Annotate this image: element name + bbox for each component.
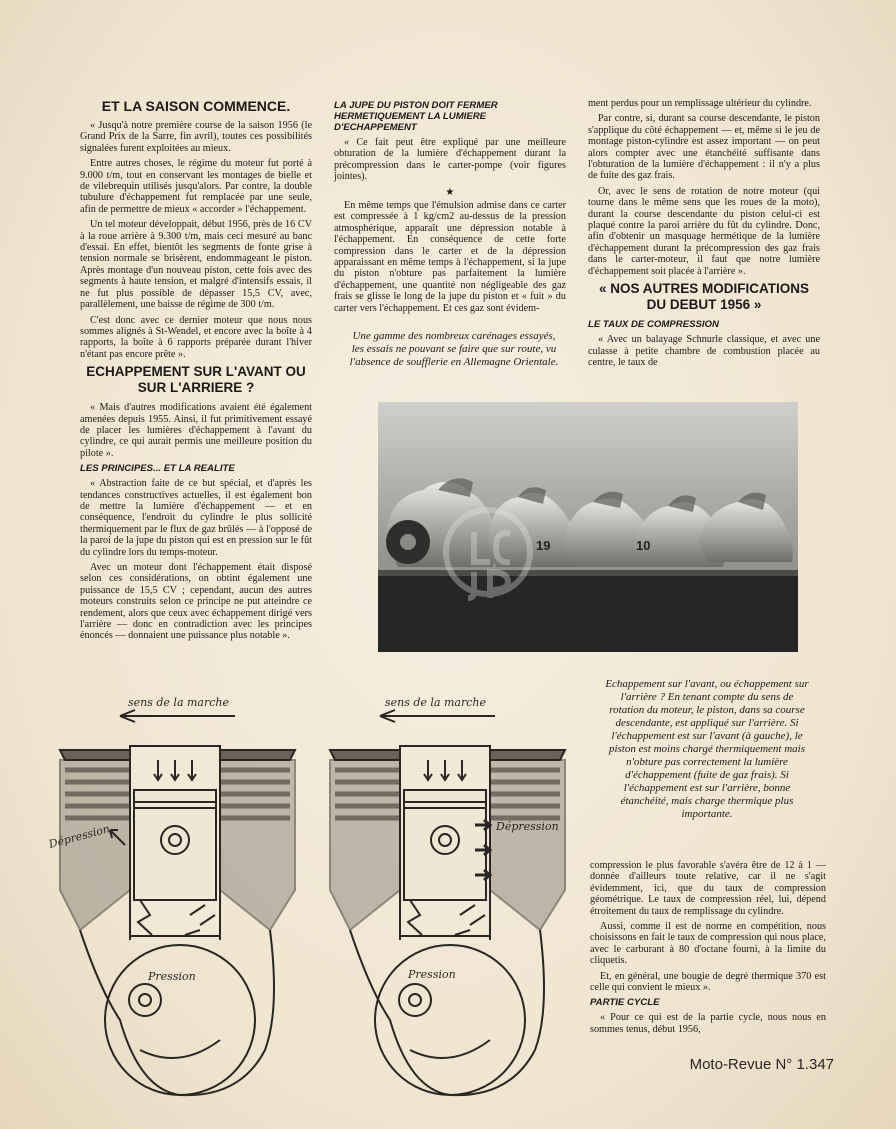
heading-modifications: « NOS AUTRES MODIFICATIONS DU DEBUT 1956 » <box>598 281 809 313</box>
middle-column <box>334 98 566 318</box>
fairing-number: 19 <box>536 538 551 553</box>
fairing-number: 10 <box>636 538 651 553</box>
paragraph: Avec un moteur dont l'échappement était disposé selon ces considérations, on obtint également une puissance de 15,5 CV ; cependant, aucun des autres moteurs construits selon ce principe ne put atteindre ce rendement, alors que ceux avec échappement dirigé vers l'arrière — donc en contradiction avec les principes énoncés — donnaient une puissance plus notable ». <box>80 562 312 642</box>
pression-label: Pression <box>408 968 456 981</box>
page-footer: Moto-Revue N° 1.347 <box>689 1056 834 1073</box>
photo-caption: Une gamme des nombreux carénages essayés, les essais ne pouvant se faire que sur route, vu l'absence de soufflerie en Allemagne Orientale. <box>349 330 559 368</box>
subheading-jupe: LA JUPE DU PISTON DOIT FERMER HERMETIQUEMENT LA LUMIERE D'ECHAPPEMENT <box>334 100 498 133</box>
fairings-photo-image <box>378 402 798 652</box>
separator-star: ★ <box>445 186 455 198</box>
paragraph: Or, avec le sens de rotation de notre moteur (qui tourne dans le même sens que les roues de la moto), durant la course descendante du piston celui-ci est plaqué contre la paroi arrière du fût du cylindre. Donc, afin d'obtenir un masquage hermétique de la lumière d'échappement durant la précompression des gaz frais dans le carter-moteur, il faut que notre lumière d'échappement soit placée à l'arrière ». <box>588 185 820 277</box>
paragraph: « Ce fait peut être expliqué par une meilleure obturation de la lumière d'échappement durant la précompression dans le carter-pompe (voir figures jointes). <box>334 137 566 183</box>
left-column <box>80 98 312 646</box>
depression-label: Dépression <box>47 822 112 851</box>
paragraph: « Jusqu'à notre première course de la saison 1956 (le Grand Prix de la Sarre, fin avril), toutes ces possibilités signalées furent exploitées au mieux. <box>80 120 312 154</box>
heading-echappement: ECHAPPEMENT SUR L'AVANT OU SUR L'ARRIERE ? <box>86 364 306 396</box>
subheading-partie-cycle: PARTIE CYCLE <box>590 997 660 1009</box>
diagram-caption: Echappement sur l'avant, ou échappement sur l'arrière ? En tenant compte du sens de rotation du moteur, le piston, dans sa course descendante, est appliqué sur l'arrière. Si l'échappement est sur l'avant (à gauche), le piston est moins chargé thermiquement mais n'obture pas correctement la lumière d'échappement (fuite de gaz frais). Si l'échappement est sur l'arrière, bonne étanchéité, mais charge thermique plus importante. <box>605 678 809 820</box>
paragraph: Entre autres choses, le régime du moteur fut porté à 9.000 t/m, tout en conservant les montages de bielle et de vilebrequin utilisés jusqu'alors. Par contre, la double tubulure d'échappement fut remplacée par une seule, afin de permettre de mieux « accorder » l'échappement. <box>80 158 312 215</box>
paragraph: « Avec un balayage Schnurle classique, et avec une culasse à petite chambre de combustion placée au centre, le taux de <box>588 334 820 368</box>
pression-label: Pression <box>148 970 196 983</box>
paragraph: ment perdus pour un remplissage ultérieur du cylindre. <box>588 98 812 109</box>
direction-label: sens de la marche <box>128 696 230 709</box>
paragraph: Un tel moteur développait, début 1956, près de 16 CV à la roue arrière à 9.300 t/m, mais ceci mesuré au banc d'essai. En effet, bientôt les segments de fonte grise à tension normale se brisèrent, endommageant le piston. Après montage d'un nouveau piston, cette fois avec des segments à haute tension, et malgré d'intensifs essais, il ne fut plus possible de dépasser 15,5 CV, avec, parallèlement, une baisse de régime de 300 t/m. <box>80 219 312 311</box>
paragraph: En même temps que l'émulsion admise dans ce carter est compressée à 1 kg/cm2 au-dessus de la pression atmosphérique, apparaît une dépression notable à l'échappement. En conséquence de cette forte compression dans le carter et de la dépression apparaissant en même temps à l'échappement, si la jupe du piston n'obture pas parfaitement la lumière d'échappement, une quantité non négligeable des gaz frais se glisse le long de la jupe du piston et « fuit » du carter vers l'échappement. Et ces gaz sont évidem- <box>334 200 566 314</box>
right-engine-diagram <box>310 690 590 1100</box>
subheading-compression: LE TAUX DE COMPRESSION <box>588 319 719 331</box>
paragraph: compression le plus favorable s'avéra être de 12 à 1 — donnée d'ailleurs toute relative, car il ne s'agit évidemment, ici, que du taux de compression géométrique. Le taux de compression réel, lui, dépend étroitement du taux de remplissage du cylindre. <box>590 860 826 917</box>
paragraph: « Mais d'autres modifications avaient été également amenées depuis 1955. Ainsi, il fut primitivement essayé de placer les lumières d'échappement à l'avant du cylindre, ce qui aurait permis une meilleure position du pilote ». <box>80 402 312 459</box>
fairings-photo <box>378 402 798 652</box>
paragraph: Et, en général, une bougie de degré thermique 370 est celle qui convient le mieux ». <box>590 970 826 994</box>
direction-label: sens de la marche <box>385 696 487 709</box>
paragraph: Par contre, si, durant sa course descendante, le piston s'applique du côté échappement — et, même si le jeu de montage piston-cylindre est assez important — on peut alors compter avec une étanchéité suffisante dans l'obturation de la lumière d'échappement : il n'y a plus de fuite des gaz frais. <box>588 113 820 182</box>
left-engine-diagram <box>40 690 320 1100</box>
paragraph: « Abstraction faite de ce but spécial, et d'après les tendances constructives actuelles, il est également bon de mettre la lumière d'échappement — et en conséquence, l'endroit du cylindre le plus sollicité thermiquement par le flux de gaz brûlés — à l'opposé de la paroi de la jupe du piston qui est en pression sur le fût du cylindre lors du temps-moteur. <box>80 478 312 558</box>
paragraph: C'est donc avec ce dernier moteur que nous nous sommes alignés à St-Wendel, et encore avec la boîte à 4 rapports, la boîte à 6 rapports préparée durant l'hiver n'étant pas encore prête ». <box>80 314 312 360</box>
heading-saison: ET LA SAISON COMMENCE. <box>101 98 291 114</box>
paragraph: Aussi, comme il est de norme en compétition, nous choisissons en fait le taux de compression qui nous place, avec le carburant à 80 d'octane fourni, à la limite du cliquetis. <box>590 921 826 967</box>
subheading-principes: LES PRINCIPES... ET LA REALITE <box>80 463 235 475</box>
depression-label: Dépression <box>496 820 559 833</box>
lower-right-column <box>590 860 826 1039</box>
paragraph: « Pour ce qui est de la partie cycle, nous nous en sommes tenus, début 1956, <box>590 1012 826 1035</box>
right-column <box>588 98 820 372</box>
